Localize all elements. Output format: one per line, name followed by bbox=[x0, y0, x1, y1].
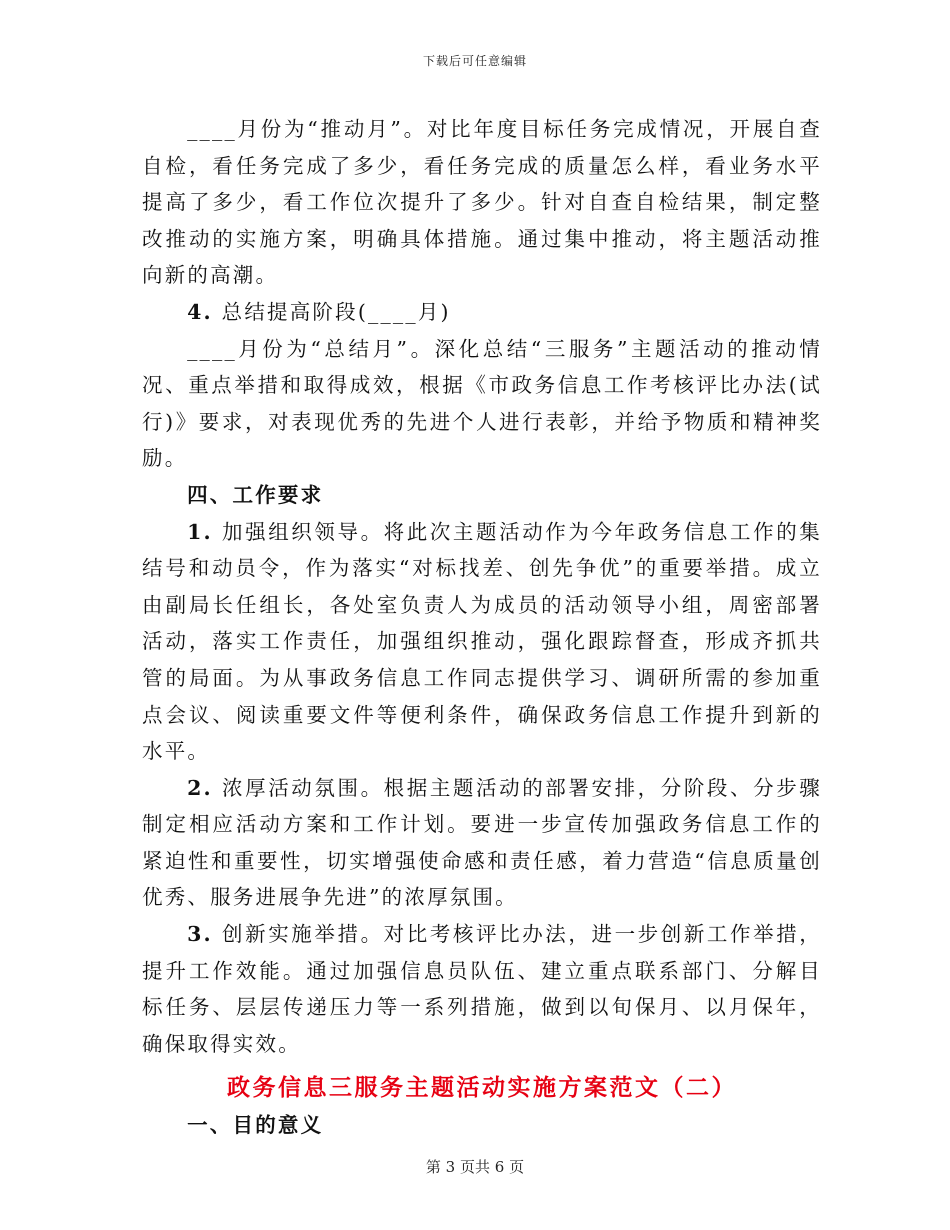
section-4-heading: 四、工作要求 bbox=[187, 482, 324, 507]
stage-4-number: 4. bbox=[187, 299, 213, 324]
requirement-2-text: 浓厚活动氛围。根据主题活动的部署安排，分阶段、分步骤制定相应活动方案和工作计划。要进一步宣传加强政务信息工作的紧迫性和重要性，切实增强使命感和责任感，着力营造“信息质量创优秀、服务进展争先进”的浓厚氛围。 bbox=[142, 775, 822, 910]
requirement-1-text: 加强组织领导。将此次主题活动作为今年政务信息工作的集结号和动员令，作为落实“对标找差、创先争优”的重要举措。成立由副局长任组长，各处室负责人为成员的活动领导小组，周密部署活动，落实工作责任，加强组织推动，强化跟踪督查，形成齐抓共管的局面。为从事政务信息工作同志提供学习、调研所需的参加重点会议、阅读重要文件等便利条件，确保政务信息工作提升到新的水平。 bbox=[142, 519, 822, 764]
requirement-3-text: 创新实施举措。对比考核评比办法，进一步创新工作举措，提升工作效能。通过加强信息员队伍、建立重点联系部门、分解目标任务、层层传递压力等一系列措施，做到以旬保月、以月保年，确保取得实效。 bbox=[142, 922, 822, 1056]
requirement-2 bbox=[142, 770, 822, 916]
page-footer: 第 3 页共 6 页 bbox=[425, 1158, 525, 1176]
paragraph-push-month: ____月份为“推动月”。对比年度目标任务完成情况，开展自查自检，看任务完成了多少，看任务完成的质量怎么样，看业务水平提高了多少，看工作位次提升了多少。针对自查自检结果，制定整改推动的实施方案，明确具体措施。通过集中推动，将主题活动推向新的高潮。 bbox=[142, 117, 822, 288]
section-1-heading: 一、目的意义 bbox=[187, 1113, 324, 1138]
document-title-part-2: 政务信息三服务主题活动实施方案范文（二） bbox=[227, 1074, 737, 1102]
requirement-2-number: 2. bbox=[187, 775, 213, 800]
stage-4-text: 总结提高阶段(____月) bbox=[221, 299, 451, 324]
paragraph-summary-month: ____月份为“总结月”。深化总结“三服务”主题活动的推动情况、重点举措和取得成效，根据《市政务信息工作考核评比办法(试行)》要求，对表现优秀的先进个人进行表彰，并给予物质和精神奖励。 bbox=[142, 336, 822, 471]
requirement-1 bbox=[142, 514, 822, 770]
document-body bbox=[142, 111, 822, 1144]
stage-4-heading bbox=[142, 294, 822, 331]
requirement-1-number: 1. bbox=[187, 519, 213, 544]
requirement-3-number: 3. bbox=[187, 922, 213, 947]
requirement-3 bbox=[142, 916, 822, 1062]
page-header: 下载后可任意编辑 bbox=[422, 54, 527, 68]
